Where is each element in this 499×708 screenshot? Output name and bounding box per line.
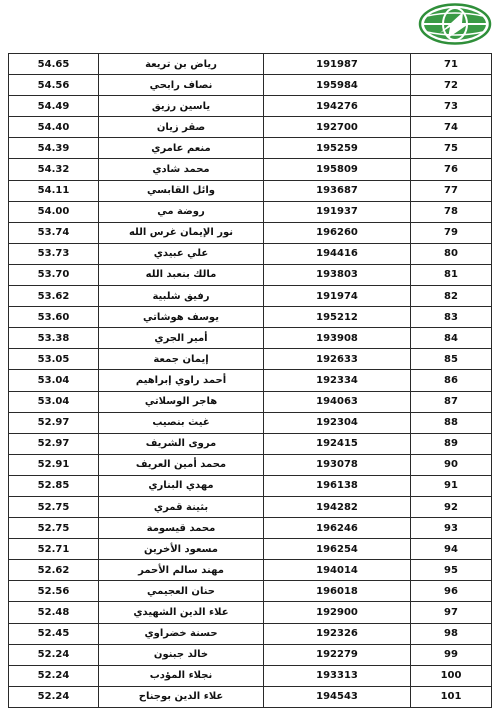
- score-cell: 53.60: [9, 307, 99, 328]
- table-row: [9, 454, 492, 475]
- table-row: [9, 264, 492, 285]
- name-cell: بثينة قمري: [99, 496, 264, 517]
- score-cell: 52.75: [9, 496, 99, 517]
- table-row: [9, 581, 492, 602]
- rank-cell: 99: [411, 644, 492, 665]
- rank-cell: 80: [411, 243, 492, 264]
- score-cell: 54.56: [9, 75, 99, 96]
- score-cell: 52.75: [9, 518, 99, 539]
- rank-cell: 77: [411, 180, 492, 201]
- rank-cell: 93: [411, 518, 492, 539]
- score-cell: 52.71: [9, 539, 99, 560]
- id-cell: 191987: [264, 54, 411, 75]
- score-cell: 54.32: [9, 159, 99, 180]
- name-cell: روضة مي: [99, 201, 264, 222]
- table-row: [9, 117, 492, 138]
- score-cell: 52.97: [9, 412, 99, 433]
- id-cell: 192633: [264, 349, 411, 370]
- name-cell: رفيق شلبية: [99, 286, 264, 307]
- name-cell: علاء الدين بوجناح: [99, 686, 264, 707]
- rank-cell: 94: [411, 539, 492, 560]
- score-cell: 52.24: [9, 686, 99, 707]
- name-cell: أمير الجري: [99, 328, 264, 349]
- rank-cell: 76: [411, 159, 492, 180]
- id-cell: 195212: [264, 307, 411, 328]
- id-cell: 196138: [264, 475, 411, 496]
- name-cell: حسنة خضراوي: [99, 623, 264, 644]
- name-cell: غيث بنصيب: [99, 412, 264, 433]
- table-row: [9, 686, 492, 707]
- score-cell: 54.65: [9, 54, 99, 75]
- id-cell: 192700: [264, 117, 411, 138]
- table-row: [9, 391, 492, 412]
- name-cell: خالد جبنون: [99, 644, 264, 665]
- name-cell: منعم عامري: [99, 138, 264, 159]
- rank-cell: 95: [411, 560, 492, 581]
- name-cell: هاجر الوسلاتي: [99, 391, 264, 412]
- name-cell: مسعود الأخرين: [99, 539, 264, 560]
- score-cell: 53.04: [9, 391, 99, 412]
- name-cell: حنان العجيمي: [99, 581, 264, 602]
- id-cell: 196246: [264, 518, 411, 539]
- rank-cell: 98: [411, 623, 492, 644]
- score-cell: 52.62: [9, 560, 99, 581]
- name-cell: نجلاء المؤدب: [99, 665, 264, 686]
- id-cell: 191937: [264, 201, 411, 222]
- score-cell: 52.45: [9, 623, 99, 644]
- score-cell: 52.56: [9, 581, 99, 602]
- id-cell: 194543: [264, 686, 411, 707]
- table-row: [9, 138, 492, 159]
- table-row: [9, 496, 492, 517]
- name-cell: محمد أمين العريف: [99, 454, 264, 475]
- id-cell: 196018: [264, 581, 411, 602]
- score-cell: 52.48: [9, 602, 99, 623]
- name-cell: مهند سالم الأحمر: [99, 560, 264, 581]
- id-cell: 192326: [264, 623, 411, 644]
- id-cell: 193313: [264, 665, 411, 686]
- table-row: [9, 370, 492, 391]
- id-cell: 193908: [264, 328, 411, 349]
- name-cell: مالك بنعبد الله: [99, 264, 264, 285]
- id-cell: 194282: [264, 496, 411, 517]
- score-cell: 54.49: [9, 96, 99, 117]
- name-cell: نور الإيمان غرس الله: [99, 222, 264, 243]
- table-row: [9, 412, 492, 433]
- table-row: [9, 180, 492, 201]
- name-cell: مهدي البناري: [99, 475, 264, 496]
- id-cell: 192334: [264, 370, 411, 391]
- rank-cell: 83: [411, 307, 492, 328]
- id-cell: 193078: [264, 454, 411, 475]
- id-cell: 196254: [264, 539, 411, 560]
- score-cell: 52.97: [9, 433, 99, 454]
- id-cell: 192900: [264, 602, 411, 623]
- score-cell: 52.24: [9, 644, 99, 665]
- name-cell: وائل القابسي: [99, 180, 264, 201]
- table-row: [9, 349, 492, 370]
- score-cell: 53.05: [9, 349, 99, 370]
- rank-cell: 75: [411, 138, 492, 159]
- id-cell: 195984: [264, 75, 411, 96]
- table-row: [9, 475, 492, 496]
- id-cell: 193687: [264, 180, 411, 201]
- rank-cell: 79: [411, 222, 492, 243]
- score-cell: 53.74: [9, 222, 99, 243]
- rank-cell: 72: [411, 75, 492, 96]
- rank-cell: 96: [411, 581, 492, 602]
- score-cell: 54.11: [9, 180, 99, 201]
- institution-logo: [418, 3, 492, 45]
- table-row: [9, 328, 492, 349]
- table-row: [9, 560, 492, 581]
- rank-cell: 71: [411, 54, 492, 75]
- table-row: [9, 665, 492, 686]
- score-cell: 54.40: [9, 117, 99, 138]
- score-cell: 52.91: [9, 454, 99, 475]
- id-cell: 194416: [264, 243, 411, 264]
- score-cell: 53.04: [9, 370, 99, 391]
- table-row: [9, 159, 492, 180]
- name-cell: نصاف رابحي: [99, 75, 264, 96]
- rank-cell: 87: [411, 391, 492, 412]
- table-row: [9, 54, 492, 75]
- rank-cell: 88: [411, 412, 492, 433]
- rank-cell: 81: [411, 264, 492, 285]
- score-cell: 53.70: [9, 264, 99, 285]
- id-cell: 192279: [264, 644, 411, 665]
- table-row: [9, 222, 492, 243]
- rank-cell: 101: [411, 686, 492, 707]
- globe-logo-icon: [418, 3, 492, 45]
- id-cell: 196260: [264, 222, 411, 243]
- name-cell: إيمان جمعة: [99, 349, 264, 370]
- name-cell: رياض بن تريعة: [99, 54, 264, 75]
- score-cell: 52.24: [9, 665, 99, 686]
- score-cell: 53.62: [9, 286, 99, 307]
- results-table: [8, 53, 492, 708]
- table-row: [9, 433, 492, 454]
- name-cell: محمد قيسومة: [99, 518, 264, 539]
- name-cell: صقر زيان: [99, 117, 264, 138]
- table-row: [9, 201, 492, 222]
- name-cell: مروى الشريف: [99, 433, 264, 454]
- table-row: [9, 623, 492, 644]
- table-row: [9, 602, 492, 623]
- rank-cell: 100: [411, 665, 492, 686]
- id-cell: 194014: [264, 560, 411, 581]
- name-cell: علاء الدين الشهيدي: [99, 602, 264, 623]
- rank-cell: 74: [411, 117, 492, 138]
- rank-cell: 84: [411, 328, 492, 349]
- id-cell: 191974: [264, 286, 411, 307]
- rank-cell: 89: [411, 433, 492, 454]
- rank-cell: 90: [411, 454, 492, 475]
- id-cell: 193803: [264, 264, 411, 285]
- name-cell: يوسف هوشاتي: [99, 307, 264, 328]
- id-cell: 192415: [264, 433, 411, 454]
- rank-cell: 73: [411, 96, 492, 117]
- table-row: [9, 286, 492, 307]
- table-row: [9, 644, 492, 665]
- name-cell: علي عبيدي: [99, 243, 264, 264]
- name-cell: محمد شادي: [99, 159, 264, 180]
- score-cell: 54.00: [9, 201, 99, 222]
- rank-cell: 86: [411, 370, 492, 391]
- rank-cell: 91: [411, 475, 492, 496]
- id-cell: 194063: [264, 391, 411, 412]
- score-cell: 54.39: [9, 138, 99, 159]
- score-cell: 53.73: [9, 243, 99, 264]
- table-row: [9, 307, 492, 328]
- id-cell: 192304: [264, 412, 411, 433]
- id-cell: 194276: [264, 96, 411, 117]
- rank-cell: 97: [411, 602, 492, 623]
- table-row: [9, 243, 492, 264]
- rank-cell: 92: [411, 496, 492, 517]
- score-cell: 53.38: [9, 328, 99, 349]
- rank-cell: 78: [411, 201, 492, 222]
- id-cell: 195259: [264, 138, 411, 159]
- rank-cell: 85: [411, 349, 492, 370]
- name-cell: أحمد راوي إبراهيم: [99, 370, 264, 391]
- name-cell: ياسين رزيق: [99, 96, 264, 117]
- table-row: [9, 539, 492, 560]
- score-cell: 52.85: [9, 475, 99, 496]
- table-row: [9, 518, 492, 539]
- table-row: [9, 75, 492, 96]
- table-row: [9, 96, 492, 117]
- id-cell: 195809: [264, 159, 411, 180]
- rank-cell: 82: [411, 286, 492, 307]
